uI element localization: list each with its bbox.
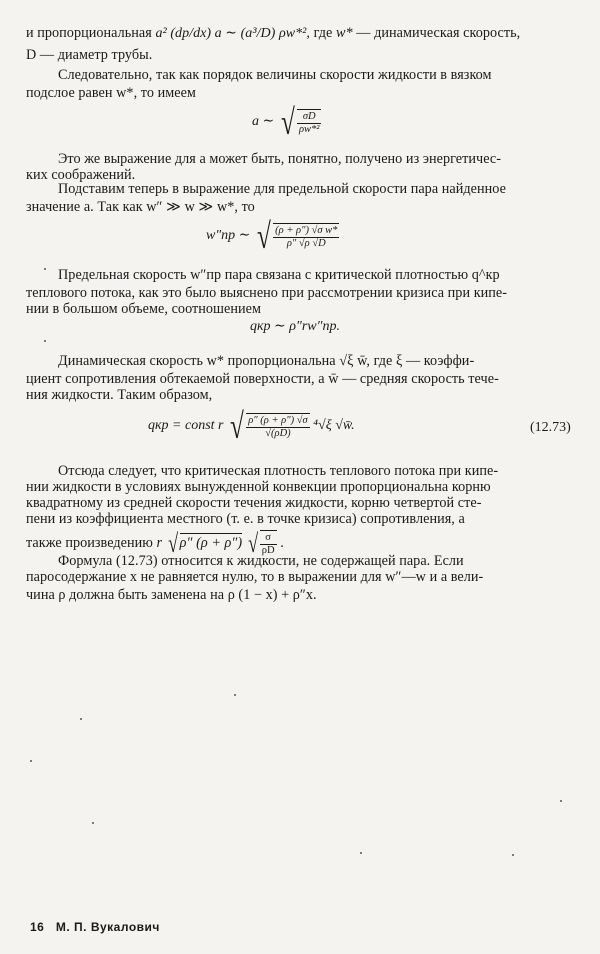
text-line-20: Формула (12.73) относится к жидкости, не содержащей пара. Если (58, 553, 464, 569)
radical-sign: √ (229, 406, 244, 446)
text-line-13: циент сопротивления обтекаемой поверхности, a w̄ — средняя скорость тече- (26, 371, 499, 387)
text-line-17: квадратному из средней скорости течения жидкости, корню четвертой сте- (26, 495, 482, 511)
text-line-5: Это же выражение для a может быть, понятно, получено из энергетичес- (58, 151, 502, 167)
formula-end: . (280, 534, 284, 551)
inline-formula: a² (dp/dx) a ∼ (a³/D) ρw*², (155, 26, 310, 41)
text-line-9: Предельная скорость w″пр пара связана с критической плотностью q^кр (58, 267, 500, 283)
text-fragment: где (313, 25, 333, 41)
text-line-1 (26, 24, 574, 43)
numerator: ρ″ (ρ + ρ″) √σ (248, 414, 308, 426)
formula-tail: ⁴√ξ √w̄. (313, 418, 355, 434)
scan-speck (30, 760, 32, 762)
text-fragment: и пропорциональная (26, 25, 152, 41)
text-line-16: нии жидкости в условиях вынужденной конвекции пропорциональна корню (26, 479, 491, 495)
scan-speck (80, 718, 82, 720)
text-line-15: Отсюда следует, что критическая плотность теплового потока при кипе- (58, 463, 499, 479)
text-line-12: Динамическая скорость w* пропорциональна √ξ w̄, где ξ — коэффи- (58, 353, 475, 369)
fraction (273, 223, 339, 250)
inline-symbol: r (156, 534, 163, 551)
radical-sign: √ (247, 528, 258, 558)
formula-q-relation: qкр ∼ ρ″rw″пр. (250, 319, 340, 334)
scan-speck (360, 852, 362, 854)
text-line-10: теплового потока, как это было выяснено при рассмотрении кризиса при кипе- (26, 285, 508, 301)
numerator: σD (297, 111, 321, 124)
scan-speck (44, 340, 46, 342)
fraction (297, 109, 321, 136)
scan-speck (234, 694, 236, 696)
text-line-6: ких соображений. (26, 167, 136, 183)
denominator: ρw*² (299, 123, 320, 135)
formula-lhs: a ∼ (252, 114, 275, 130)
inline-formula: ρ″ (ρ + ρ″) (179, 534, 243, 551)
text-fragment: также произведению (26, 534, 153, 551)
text-line-2: D — диаметр трубы. (26, 47, 153, 63)
formula-lhs: w″пр ∼ (206, 228, 251, 244)
text-line-18: пени из коэффициента местного (т. е. в точке кризиса) сопротивления, а (26, 511, 465, 527)
text-line-3: Следовательно, так как порядок величины скорости жидкости в вязком (58, 67, 492, 83)
radical-sign: √ (280, 102, 295, 142)
equation-number: (12.73) (530, 420, 571, 435)
denominator: ρ″ √ρ √D (286, 237, 326, 249)
inline-symbol: w* (335, 25, 353, 41)
formula-lhs: qкр = const r (148, 418, 224, 434)
scan-speck (560, 800, 562, 802)
text-line-14: ния жидкости. Таким образом, (26, 387, 213, 403)
numerator: σ (260, 532, 277, 545)
fraction (246, 413, 309, 440)
radical-sign: √ (256, 216, 271, 256)
text-line-7: Подставим теперь в выражение для предельной скорости пара найденное (58, 181, 506, 197)
text-line-21: паросодержание x не равняется нулю, то в выражении для w″—w и a вели- (26, 569, 484, 585)
formula-a (252, 104, 321, 140)
text-line-11: нии в большом объеме, соотношением (26, 301, 262, 317)
text-line-8: значение a. Так как w″ ≫ w ≫ w*, то (26, 199, 255, 215)
numerator: (ρ + ρ″) √σ w* (275, 224, 338, 236)
formula-w-limit (206, 218, 339, 254)
text-line-22: чина ρ должна быть заменена на ρ (1 − x) + ρ″x. (26, 587, 317, 603)
page-number: 16 (30, 920, 45, 934)
formula-12-73 (148, 408, 355, 444)
text-line-4: подслое равен w*, то имеем (26, 85, 196, 101)
radical-sign: √ (167, 528, 178, 558)
scan-speck (44, 268, 46, 270)
denominator: ρD (261, 545, 275, 556)
denominator: √(ρD) (265, 427, 291, 439)
scan-speck (512, 854, 514, 856)
text-fragment: — динамическая скорость, (356, 25, 521, 41)
author-name: М. П. Вукалович (55, 920, 160, 934)
scan-speck (92, 822, 94, 824)
page-footer (30, 920, 160, 934)
